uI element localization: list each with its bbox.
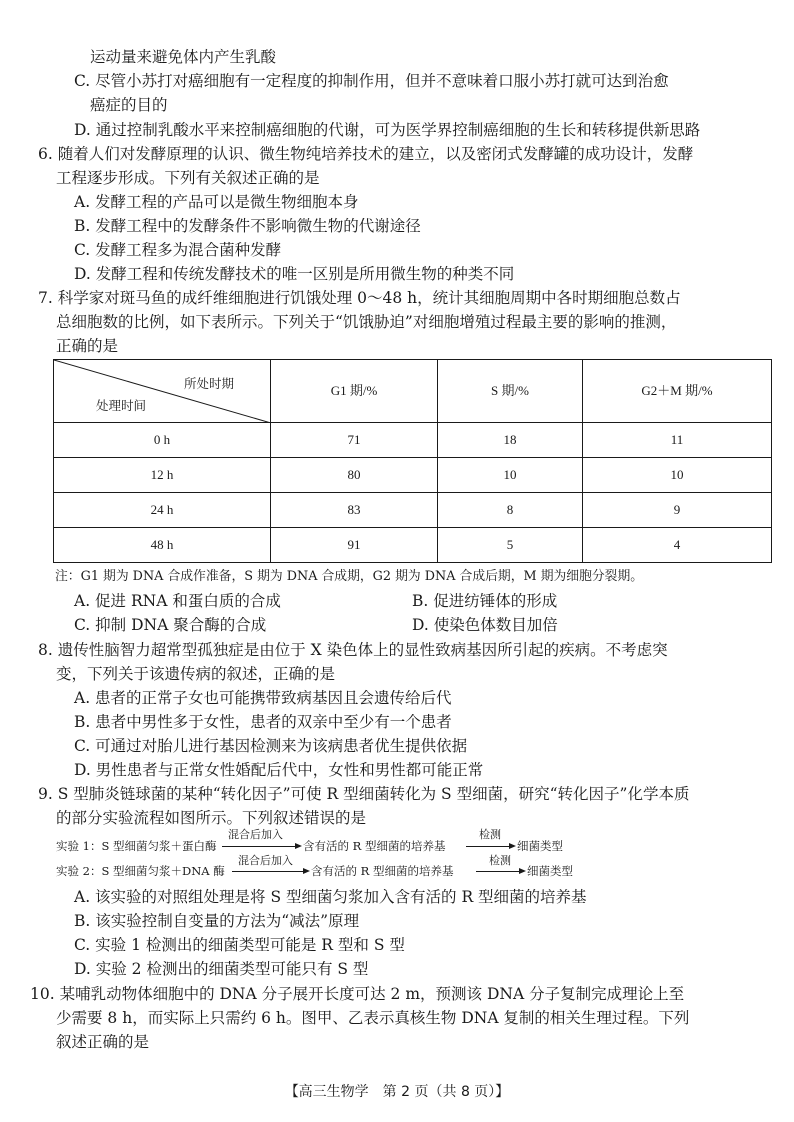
q5-continuation-text: 运动量来避免体内产生乳酸 xyxy=(90,48,277,66)
exp2-mix-label: 混合后加入 xyxy=(238,854,293,867)
row-time: 24 h xyxy=(54,493,271,528)
corner-label-time: 处理时间 xyxy=(96,399,147,413)
q8-option-d[interactable]: D. 男性患者与正常女性婚配后代中，女性和男性都可能正常 xyxy=(74,761,484,779)
q7-stem-cont: 总细胞数的比例，如下表所示。下列关于“饥饿胁迫”对细胞增殖过程最主要的影响的推测， xyxy=(56,313,677,331)
cell-s: 5 xyxy=(438,528,583,563)
exp2-medium: 含有活的 R 型细菌的培养基 xyxy=(311,864,454,878)
table-row xyxy=(54,423,772,458)
q6-stem: 6. 随着人们对发酵原理的认识、微生物纯培养技术的建立，以及密闭式发酵罐的成功设计，发酵 xyxy=(38,145,694,163)
cell-g2m: 10 xyxy=(583,458,772,493)
exp2-mix-arrow xyxy=(232,871,304,872)
q9-stem: 9. S 型肺炎链球菌的某种“转化因子”可使 R 型细菌转化为 S 型细菌，研究“转化因子”化学本质 xyxy=(38,785,690,803)
exp2-detect-arrowhead xyxy=(519,868,526,874)
q5-option-c[interactable]: C. 尽管小苏打对癌细胞有一定程度的抑制作用，但并不意味着口服小苏打就可达到治愈 xyxy=(74,72,669,90)
cell-cycle-table xyxy=(53,359,772,563)
table-header-row xyxy=(54,360,772,423)
q9-stem-cont: 的部分实验流程如图所示。下列叙述错误的是 xyxy=(56,809,367,827)
q6-option-c[interactable]: C. 发酵工程多为混合菌种发酵 xyxy=(74,241,282,259)
exp1-detect-label: 检测 xyxy=(479,828,501,841)
cell-s: 10 xyxy=(438,458,583,493)
exp2-sample: 实验 2：S 型细菌匀浆＋DNA 酶 xyxy=(56,864,225,878)
table-footnote: 注：G1 期为 DNA 合成作准备，S 期为 DNA 合成期，G2 期为 DNA 合成后期，M 期为细胞分裂期。 xyxy=(55,569,644,584)
page-footer: 【高三生物学 第 2 页（共 8 页）】 xyxy=(284,1084,510,1100)
exp2-result: 细菌类型 xyxy=(527,864,573,878)
exp1-medium: 含有活的 R 型细菌的培养基 xyxy=(303,839,446,853)
exp2-detect-label: 检测 xyxy=(489,854,511,867)
cell-g1: 80 xyxy=(271,458,438,493)
exp2-mix-arrowhead xyxy=(303,868,310,874)
q10-stem: 10. 某哺乳动物体细胞中的 DNA 分子展开长度可达 2 m，预测该 DNA 分子复制完成理论上至 xyxy=(30,985,685,1003)
q10-stem-cont: 少需要 8 h，而实际上只需约 6 h。图甲、乙表示真核生物 DNA 复制的相关生理过程。下列 xyxy=(56,1009,690,1027)
exp1-detect-arrow xyxy=(466,846,510,847)
q7-option-a[interactable]: A. 促进 RNA 和蛋白质的合成 xyxy=(74,592,281,610)
table-corner-cell xyxy=(54,360,271,423)
row-time: 48 h xyxy=(54,528,271,563)
table-row xyxy=(54,458,772,493)
corner-diagonal-line xyxy=(54,360,271,423)
cell-g1: 71 xyxy=(271,423,438,458)
q7-option-d[interactable]: D. 使染色体数目加倍 xyxy=(412,616,558,634)
q6-option-b[interactable]: B. 发酵工程中的发酵条件不影响微生物的代谢途径 xyxy=(74,217,421,235)
column-header-g2m: G2＋M 期/% xyxy=(583,360,772,423)
exp1-mix-arrow xyxy=(222,846,296,847)
column-header-g1: G1 期/% xyxy=(271,360,438,423)
q6-option-a[interactable]: A. 发酵工程的产品可以是微生物细胞本身 xyxy=(74,193,359,211)
q9-option-c[interactable]: C. 实验 1 检测出的细菌类型可能是 R 型和 S 型 xyxy=(74,936,405,954)
exp1-mix-arrowhead xyxy=(295,843,302,849)
q5-option-c-cont: 癌症的目的 xyxy=(90,96,168,114)
q9-option-d[interactable]: D. 实验 2 检测出的细菌类型可能只有 S 型 xyxy=(74,960,369,978)
q7-stem-end: 正确的是 xyxy=(56,337,119,355)
q7-option-c[interactable]: C. 抑制 DNA 聚合酶的合成 xyxy=(74,616,267,634)
row-time: 12 h xyxy=(54,458,271,493)
q7-option-b[interactable]: B. 促进纺锤体的形成 xyxy=(412,592,558,610)
q9-option-a[interactable]: A. 该实验的对照组处理是将 S 型细菌匀浆加入含有活的 R 型细菌的培养基 xyxy=(74,888,587,906)
cell-g2m: 9 xyxy=(583,493,772,528)
cell-s: 8 xyxy=(438,493,583,528)
corner-label-phase: 所处时期 xyxy=(183,377,234,391)
q8-stem: 8. 遗传性脑智力超常型孤独症是由位于 X 染色体上的显性致病基因所引起的疾病。不考虑突 xyxy=(38,641,668,659)
q7-stem: 7. 科学家对斑马鱼的成纤维细胞进行饥饿处理 0～48 h，统计其细胞周期中各时期细胞总数占 xyxy=(38,289,681,307)
cell-g1: 83 xyxy=(271,493,438,528)
q6-stem-cont: 工程逐步形成。下列有关叙述正确的是 xyxy=(56,169,320,187)
q8-option-a[interactable]: A. 患者的正常子女也可能携带致病基因且会遗传给后代 xyxy=(74,689,452,707)
q8-option-c[interactable]: C. 可通过对胎儿进行基因检测来为该病患者优生提供依据 xyxy=(74,737,468,755)
column-header-s: S 期/% xyxy=(438,360,583,423)
exp1-result: 细菌类型 xyxy=(517,839,563,853)
exp1-sample: 实验 1：S 型细菌匀浆＋蛋白酶 xyxy=(56,839,217,853)
q8-stem-cont: 变，下列关于该遗传病的叙述，正确的是 xyxy=(56,665,336,683)
exp1-detect-arrowhead xyxy=(509,843,516,849)
q10-stem-end: 叙述正确的是 xyxy=(56,1033,150,1051)
q8-option-b[interactable]: B. 患者中男性多于女性，患者的双亲中至少有一个患者 xyxy=(74,713,452,731)
table-row xyxy=(54,528,772,563)
exp2-detect-arrow xyxy=(476,871,520,872)
exp1-mix-label: 混合后加入 xyxy=(228,828,283,841)
q5-option-d[interactable]: D. 通过控制乳酸水平来控制癌细胞的代谢，可为医学界控制癌细胞的生长和转移提供新思路 xyxy=(74,121,701,139)
q6-option-d[interactable]: D. 发酵工程和传统发酵技术的唯一区别是所用微生物的种类不同 xyxy=(74,265,515,283)
table-row xyxy=(54,493,772,528)
cell-g1: 91 xyxy=(271,528,438,563)
row-time: 0 h xyxy=(54,423,271,458)
cell-s: 18 xyxy=(438,423,583,458)
q9-option-b[interactable]: B. 该实验控制自变量的方法为“减法”原理 xyxy=(74,912,360,930)
cell-g2m: 11 xyxy=(583,423,772,458)
cell-g2m: 4 xyxy=(583,528,772,563)
